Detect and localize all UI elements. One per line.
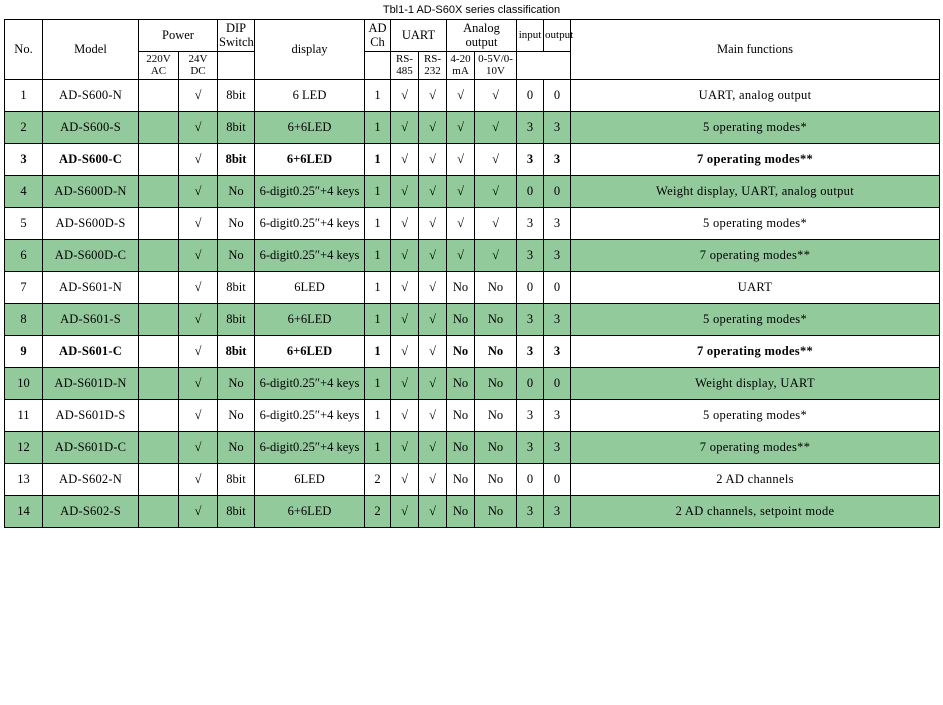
col-header-analog-0510: 0-5V/0-10V: [475, 51, 517, 79]
cell-analog-4-20ma: No: [447, 272, 475, 304]
cell-input-count: 0: [517, 176, 544, 208]
cell-output-count: 0: [544, 464, 571, 496]
cell-power-24: √: [179, 80, 218, 112]
cell-dip-switch: 8bit: [218, 496, 255, 528]
table-row: [5, 272, 940, 304]
cell-output-count: 0: [544, 368, 571, 400]
table-row: [5, 400, 940, 432]
cell-input-count: 3: [517, 432, 544, 464]
cell-analog-4-20ma: √: [447, 240, 475, 272]
table-row: [5, 496, 940, 528]
cell-input-count: 3: [517, 208, 544, 240]
cell-display: 6-digit0.25″+4 keys: [255, 176, 365, 208]
cell-output-count: 3: [544, 336, 571, 368]
cell-power-220: [139, 336, 179, 368]
cell-analog-0-5v: No: [475, 400, 517, 432]
cell-analog-4-20ma: No: [447, 368, 475, 400]
col-header-adch: AD Ch: [365, 20, 391, 52]
cell-power-24: √: [179, 112, 218, 144]
cell-main-functions: 5 operating modes*: [571, 112, 940, 144]
cell-input-count: 3: [517, 144, 544, 176]
cell-display: 6-digit0.25″+4 keys: [255, 400, 365, 432]
cell-input-count: 3: [517, 112, 544, 144]
cell-output-count: 3: [544, 144, 571, 176]
cell-rs232: √: [419, 336, 447, 368]
cell-ad-channels: 1: [365, 176, 391, 208]
cell-rs485: √: [391, 400, 419, 432]
cell-power-220: [139, 304, 179, 336]
cell-analog-4-20ma: √: [447, 176, 475, 208]
table-caption: Tbl1-1 AD-S60X series classification: [382, 4, 561, 16]
cell-display: 6-digit0.25″+4 keys: [255, 432, 365, 464]
cell-ad-channels: 1: [365, 112, 391, 144]
cell-dip-switch: No: [218, 176, 255, 208]
cell-rs232: √: [419, 496, 447, 528]
col-header-analog-420: 4-20 mA: [447, 51, 475, 79]
cell-no: 12: [5, 432, 43, 464]
cell-output-count: 3: [544, 240, 571, 272]
cell-dip-switch: No: [218, 432, 255, 464]
table-row: [5, 368, 940, 400]
cell-rs485: √: [391, 176, 419, 208]
cell-rs232: √: [419, 304, 447, 336]
cell-rs232: √: [419, 400, 447, 432]
cell-input-count: 3: [517, 336, 544, 368]
table-body: [5, 80, 940, 528]
cell-dip-switch: 8bit: [218, 272, 255, 304]
col-header-power: Power: [139, 20, 218, 52]
cell-rs485: √: [391, 304, 419, 336]
cell-ad-channels: 1: [365, 240, 391, 272]
cell-ad-channels: 1: [365, 144, 391, 176]
cell-power-24: √: [179, 144, 218, 176]
cell-display: 6+6LED: [255, 112, 365, 144]
cell-rs232: √: [419, 240, 447, 272]
cell-power-24: √: [179, 496, 218, 528]
table-row: [5, 464, 940, 496]
table-row: [5, 304, 940, 336]
classification-table: [4, 19, 940, 528]
cell-ad-channels: 1: [365, 336, 391, 368]
cell-display: 6LED: [255, 272, 365, 304]
table-row: [5, 432, 940, 464]
cell-main-functions: UART, analog output: [571, 80, 940, 112]
cell-no: 2: [5, 112, 43, 144]
cell-no: 13: [5, 464, 43, 496]
col-header-dip: DIP Switch: [219, 21, 254, 50]
cell-power-24: √: [179, 240, 218, 272]
cell-dip-switch: No: [218, 400, 255, 432]
cell-analog-0-5v: √: [475, 144, 517, 176]
table-header: [5, 20, 940, 80]
cell-main-functions: 7 operating modes**: [571, 432, 940, 464]
cell-analog-4-20ma: No: [447, 464, 475, 496]
cell-input-count: 0: [517, 80, 544, 112]
cell-power-220: [139, 496, 179, 528]
cell-display: 6-digit0.25″+4 keys: [255, 208, 365, 240]
cell-main-functions: 2 AD channels: [571, 464, 940, 496]
cell-display: 6LED: [255, 464, 365, 496]
cell-input-count: 3: [517, 496, 544, 528]
cell-main-functions: Weight display, UART, analog output: [571, 176, 940, 208]
cell-analog-0-5v: No: [475, 272, 517, 304]
cell-power-24: √: [179, 176, 218, 208]
col-header-analog: Analog output: [447, 20, 517, 52]
cell-ad-channels: 2: [365, 464, 391, 496]
cell-power-220: [139, 144, 179, 176]
cell-analog-0-5v: No: [475, 464, 517, 496]
cell-power-220: [139, 368, 179, 400]
cell-model: AD-S601-C: [43, 336, 139, 368]
cell-rs485: √: [391, 112, 419, 144]
cell-no: 6: [5, 240, 43, 272]
cell-analog-0-5v: √: [475, 176, 517, 208]
cell-power-220: [139, 80, 179, 112]
cell-rs485: √: [391, 80, 419, 112]
cell-analog-0-5v: √: [475, 112, 517, 144]
cell-power-24: √: [179, 336, 218, 368]
cell-power-220: [139, 176, 179, 208]
cell-rs232: √: [419, 176, 447, 208]
cell-rs232: √: [419, 208, 447, 240]
cell-output-count: 3: [544, 400, 571, 432]
cell-rs485: √: [391, 144, 419, 176]
table-row: [5, 176, 940, 208]
cell-model: AD-S602-N: [43, 464, 139, 496]
cell-ad-channels: 1: [365, 80, 391, 112]
cell-input-count: 0: [517, 272, 544, 304]
cell-dip-switch: 8bit: [218, 112, 255, 144]
table-row: [5, 336, 940, 368]
cell-power-24: √: [179, 368, 218, 400]
cell-ad-channels: 2: [365, 496, 391, 528]
col-header-functions: Main functions: [571, 20, 940, 80]
cell-dip-switch: 8bit: [218, 464, 255, 496]
cell-dip-switch: No: [218, 240, 255, 272]
cell-power-220: [139, 272, 179, 304]
cell-analog-4-20ma: No: [447, 304, 475, 336]
table-row: [5, 240, 940, 272]
col-header-no: No.: [5, 20, 43, 80]
cell-model: AD-S600-S: [43, 112, 139, 144]
cell-analog-0-5v: No: [475, 336, 517, 368]
cell-power-24: √: [179, 304, 218, 336]
cell-rs232: √: [419, 112, 447, 144]
cell-analog-0-5v: No: [475, 496, 517, 528]
col-header-power-220: 220V AC: [139, 51, 179, 79]
cell-no: 10: [5, 368, 43, 400]
cell-model: AD-S601-N: [43, 272, 139, 304]
cell-power-220: [139, 208, 179, 240]
cell-main-functions: UART: [571, 272, 940, 304]
cell-rs485: √: [391, 464, 419, 496]
cell-power-220: [139, 112, 179, 144]
cell-analog-4-20ma: √: [447, 208, 475, 240]
cell-ad-channels: 1: [365, 368, 391, 400]
cell-rs485: √: [391, 432, 419, 464]
cell-ad-channels: 1: [365, 304, 391, 336]
cell-model: AD-S601D-N: [43, 368, 139, 400]
cell-power-220: [139, 240, 179, 272]
cell-analog-0-5v: No: [475, 304, 517, 336]
col-header-uart-485: RS-485: [391, 51, 419, 79]
cell-power-24: √: [179, 432, 218, 464]
cell-rs232: √: [419, 80, 447, 112]
cell-no: 14: [5, 496, 43, 528]
cell-model: AD-S600-C: [43, 144, 139, 176]
cell-no: 4: [5, 176, 43, 208]
cell-analog-4-20ma: √: [447, 112, 475, 144]
cell-no: 9: [5, 336, 43, 368]
cell-analog-4-20ma: √: [447, 80, 475, 112]
cell-ad-channels: 1: [365, 432, 391, 464]
cell-analog-0-5v: √: [475, 80, 517, 112]
cell-analog-4-20ma: No: [447, 496, 475, 528]
cell-no: 8: [5, 304, 43, 336]
cell-rs485: √: [391, 336, 419, 368]
cell-input-count: 3: [517, 240, 544, 272]
header-row-top: [5, 20, 940, 52]
col-header-display: display: [255, 20, 365, 80]
table-row: [5, 144, 940, 176]
cell-power-220: [139, 400, 179, 432]
cell-power-24: √: [179, 272, 218, 304]
cell-power-24: √: [179, 464, 218, 496]
cell-rs485: √: [391, 496, 419, 528]
cell-display: 6+6LED: [255, 304, 365, 336]
cell-rs485: √: [391, 272, 419, 304]
cell-power-24: √: [179, 400, 218, 432]
cell-rs485: √: [391, 240, 419, 272]
col-header-power-24: 24V DC: [179, 51, 218, 79]
cell-output-count: 3: [544, 112, 571, 144]
cell-output-count: 3: [544, 304, 571, 336]
cell-analog-0-5v: No: [475, 432, 517, 464]
cell-analog-4-20ma: No: [447, 336, 475, 368]
cell-output-count: 3: [544, 496, 571, 528]
cell-dip-switch: 8bit: [218, 80, 255, 112]
cell-main-functions: 5 operating modes*: [571, 400, 940, 432]
cell-output-count: 3: [544, 208, 571, 240]
table-row: [5, 112, 940, 144]
cell-output-count: 0: [544, 80, 571, 112]
cell-analog-0-5v: √: [475, 208, 517, 240]
cell-model: AD-S602-S: [43, 496, 139, 528]
cell-model: AD-S600-N: [43, 80, 139, 112]
cell-output-count: 3: [544, 432, 571, 464]
cell-display: 6-digit0.25″+4 keys: [255, 368, 365, 400]
cell-ad-channels: 1: [365, 208, 391, 240]
cell-display: 6+6LED: [255, 144, 365, 176]
cell-model: AD-S601D-C: [43, 432, 139, 464]
table-row: [5, 80, 940, 112]
cell-analog-4-20ma: No: [447, 432, 475, 464]
cell-ad-channels: 1: [365, 400, 391, 432]
cell-no: 7: [5, 272, 43, 304]
col-header-uart-232: RS-232: [419, 51, 447, 79]
cell-no: 5: [5, 208, 43, 240]
cell-output-count: 0: [544, 272, 571, 304]
cell-rs232: √: [419, 432, 447, 464]
cell-power-220: [139, 432, 179, 464]
cell-no: 3: [5, 144, 43, 176]
cell-rs232: √: [419, 368, 447, 400]
cell-dip-switch: 8bit: [218, 144, 255, 176]
cell-display: 6 LED: [255, 80, 365, 112]
cell-main-functions: 7 operating modes**: [571, 240, 940, 272]
cell-main-functions: 5 operating modes*: [571, 304, 940, 336]
cell-main-functions: 2 AD channels, setpoint mode: [571, 496, 940, 528]
cell-analog-4-20ma: No: [447, 400, 475, 432]
cell-input-count: 0: [517, 368, 544, 400]
col-header-input: input: [517, 20, 544, 52]
cell-model: AD-S601D-S: [43, 400, 139, 432]
cell-rs485: √: [391, 208, 419, 240]
cell-ad-channels: 1: [365, 272, 391, 304]
cell-main-functions: 5 operating modes*: [571, 208, 940, 240]
cell-rs232: √: [419, 272, 447, 304]
cell-output-count: 0: [544, 176, 571, 208]
cell-rs485: √: [391, 368, 419, 400]
cell-rs232: √: [419, 464, 447, 496]
cell-dip-switch: 8bit: [218, 336, 255, 368]
col-header-output: output: [544, 20, 571, 52]
cell-analog-4-20ma: √: [447, 144, 475, 176]
cell-main-functions: 7 operating modes**: [571, 336, 940, 368]
cell-main-functions: 7 operating modes**: [571, 144, 940, 176]
cell-dip-switch: 8bit: [218, 304, 255, 336]
cell-analog-0-5v: √: [475, 240, 517, 272]
cell-model: AD-S600D-S: [43, 208, 139, 240]
cell-model: AD-S601-S: [43, 304, 139, 336]
cell-no: 11: [5, 400, 43, 432]
col-header-uart: UART: [391, 20, 447, 52]
cell-display: 6+6LED: [255, 336, 365, 368]
cell-input-count: 3: [517, 304, 544, 336]
cell-power-220: [139, 464, 179, 496]
table-row: [5, 208, 940, 240]
cell-analog-0-5v: No: [475, 368, 517, 400]
cell-dip-switch: No: [218, 368, 255, 400]
cell-dip-switch: No: [218, 208, 255, 240]
cell-model: AD-S600D-C: [43, 240, 139, 272]
cell-main-functions: Weight display, UART: [571, 368, 940, 400]
cell-rs232: √: [419, 144, 447, 176]
cell-input-count: 3: [517, 400, 544, 432]
cell-power-24: √: [179, 208, 218, 240]
col-header-model: Model: [43, 20, 139, 80]
cell-model: AD-S600D-N: [43, 176, 139, 208]
cell-display: 6+6LED: [255, 496, 365, 528]
cell-display: 6-digit0.25″+4 keys: [255, 240, 365, 272]
cell-input-count: 0: [517, 464, 544, 496]
cell-no: 1: [5, 80, 43, 112]
